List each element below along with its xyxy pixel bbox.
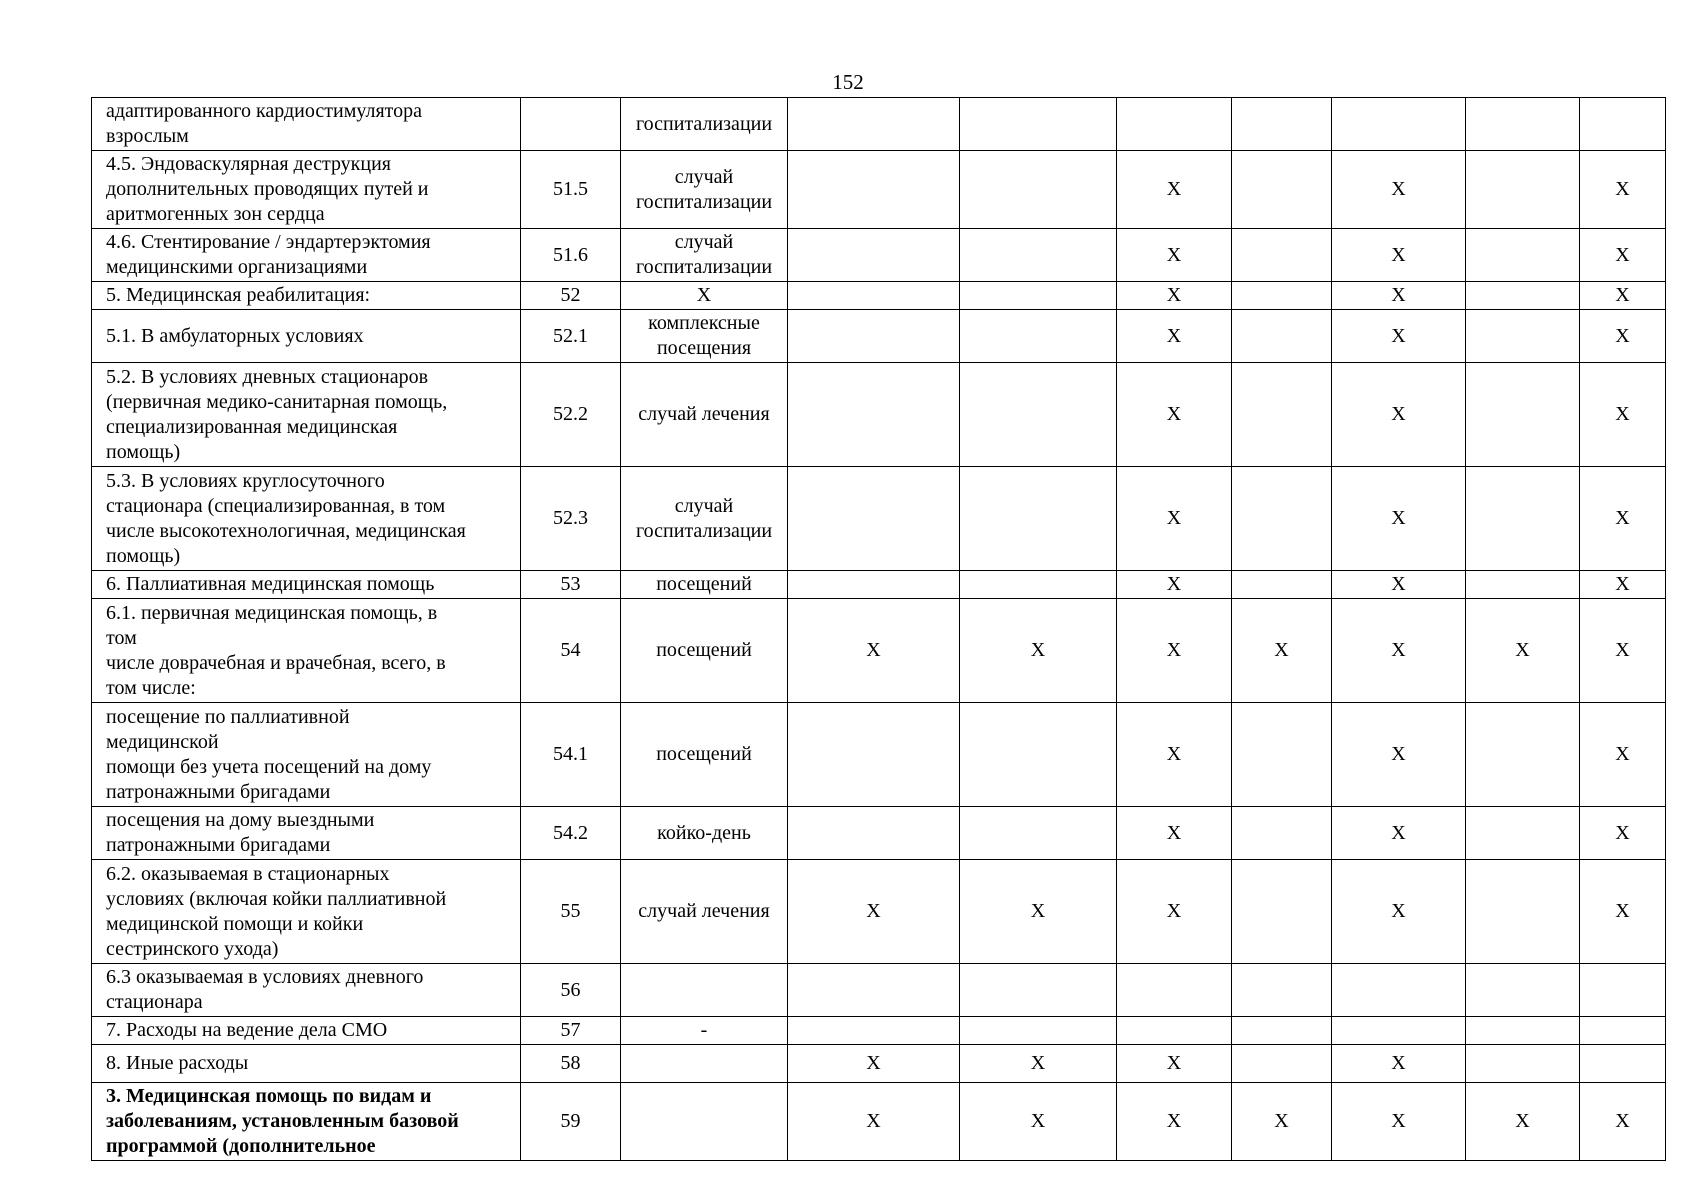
table-row [92,964,1666,1017]
row-unit-cell: комплексные посещения [621,310,788,363]
table-row [92,807,1666,860]
value-cell-1 [788,964,960,1017]
value-cell-7: X [1580,282,1666,310]
value-cell-1 [788,229,960,282]
row-code-cell: 58 [521,1045,621,1083]
value-cell-2: X [960,1045,1117,1083]
value-cell-5 [1332,964,1466,1017]
row-code-cell: 54.1 [521,703,621,807]
value-cell-7: X [1580,467,1666,571]
table-row [92,310,1666,363]
value-cell-2 [960,467,1117,571]
value-cell-7: X [1580,363,1666,467]
value-cell-3: X [1117,282,1232,310]
row-unit-cell [621,1083,788,1161]
value-cell-7: X [1580,571,1666,599]
row-name-cell: 5.2. В условиях дневных стационаров (первичная медико-санитарная помощь, специализированная медицинская помощь) [92,363,521,467]
value-cell-5: X [1332,151,1466,229]
value-cell-2 [960,964,1117,1017]
table-row [92,1017,1666,1045]
row-unit-cell [621,1045,788,1083]
row-name-cell: 6.2. оказываемая в стационарных условиях (включая койки паллиативной медицинской помощи и койки сестринского ухода) [92,860,521,964]
row-name-cell: 6. Паллиативная медицинская помощь [92,571,521,599]
row-code-cell: 52 [521,282,621,310]
value-cell-7: X [1580,703,1666,807]
value-cell-3: X [1117,571,1232,599]
row-unit-cell: госпитализации [621,98,788,151]
value-cell-6 [1466,98,1580,151]
row-unit-cell [621,964,788,1017]
table-row [92,98,1666,151]
row-name-cell: 3. Медицинская помощь по видам и заболеваниям, установленным базовой программой (дополнительное [92,1083,521,1161]
value-cell-5: X [1332,1083,1466,1161]
value-cell-4 [1232,363,1332,467]
table-row [92,1045,1666,1083]
value-cell-1 [788,1017,960,1045]
value-cell-6 [1466,229,1580,282]
row-code-cell [521,98,621,151]
value-cell-1 [788,807,960,860]
row-code-cell: 54.2 [521,807,621,860]
value-cell-4 [1232,571,1332,599]
value-cell-5: X [1332,282,1466,310]
value-cell-5: X [1332,229,1466,282]
row-name-cell: 5. Медицинская реабилитация: [92,282,521,310]
row-unit-cell: посещений [621,599,788,703]
value-cell-3: X [1117,467,1232,571]
value-cell-6: X [1466,599,1580,703]
value-cell-7: X [1580,807,1666,860]
value-cell-2: X [960,599,1117,703]
table-body [92,98,1666,1161]
value-cell-2 [960,282,1117,310]
value-cell-2 [960,151,1117,229]
value-cell-5: X [1332,310,1466,363]
row-name-cell: 6.3 оказываемая в условиях дневного стационара [92,964,521,1017]
value-cell-4 [1232,467,1332,571]
value-cell-4 [1232,860,1332,964]
value-cell-3: X [1117,1045,1232,1083]
value-cell-2: X [960,860,1117,964]
value-cell-4 [1232,1045,1332,1083]
table-row [92,571,1666,599]
value-cell-3: X [1117,310,1232,363]
value-cell-4 [1232,703,1332,807]
value-cell-1: X [788,860,960,964]
value-cell-7 [1580,98,1666,151]
table-row [92,703,1666,807]
value-cell-1 [788,363,960,467]
value-cell-5: X [1332,1045,1466,1083]
value-cell-4 [1232,282,1332,310]
value-cell-3: X [1117,229,1232,282]
row-name-cell: посещение по паллиативной медицинской помощи без учета посещений на дому патронажными бригадами [92,703,521,807]
value-cell-1 [788,310,960,363]
value-cell-5: X [1332,467,1466,571]
value-cell-2 [960,703,1117,807]
value-cell-4 [1232,229,1332,282]
value-cell-6 [1466,282,1580,310]
page-number: 152 [832,70,864,94]
row-code-cell: 53 [521,571,621,599]
value-cell-3: X [1117,807,1232,860]
value-cell-6 [1466,1045,1580,1083]
value-cell-3: X [1117,1083,1232,1161]
value-cell-1 [788,98,960,151]
value-cell-1 [788,703,960,807]
row-unit-cell: посещений [621,703,788,807]
value-cell-3 [1117,964,1232,1017]
value-cell-3: X [1117,599,1232,703]
row-unit-cell: койко-день [621,807,788,860]
row-unit-cell: случай госпитализации [621,229,788,282]
value-cell-5: X [1332,703,1466,807]
value-cell-7: X [1580,229,1666,282]
value-cell-5: X [1332,807,1466,860]
table-row [92,151,1666,229]
row-unit-cell: случай лечения [621,860,788,964]
value-cell-3: X [1117,151,1232,229]
row-name-cell: 5.3. В условиях круглосуточного стационара (специализированная, в том числе высокотехнологичная, медицинская помощь) [92,467,521,571]
value-cell-6 [1466,151,1580,229]
value-cell-4 [1232,1017,1332,1045]
value-cell-3: X [1117,363,1232,467]
value-cell-7 [1580,1017,1666,1045]
row-unit-cell: случай госпитализации [621,151,788,229]
row-name-cell: 7. Расходы на ведение дела СМО [92,1017,521,1045]
table-row [92,1083,1666,1161]
value-cell-3: X [1117,860,1232,964]
value-cell-5 [1332,1017,1466,1045]
row-code-cell: 52.2 [521,363,621,467]
row-name-cell: 4.5. Эндоваскулярная деструкция дополнительных проводящих путей и аритмогенных зон сердца [92,151,521,229]
value-cell-6 [1466,363,1580,467]
row-code-cell: 52.3 [521,467,621,571]
value-cell-7 [1580,964,1666,1017]
table-row [92,282,1666,310]
value-cell-7 [1580,1045,1666,1083]
row-code-cell: 54 [521,599,621,703]
value-cell-6 [1466,571,1580,599]
value-cell-6 [1466,703,1580,807]
row-name-cell: посещения на дому выездными патронажными бригадами [92,807,521,860]
value-cell-6 [1466,964,1580,1017]
value-cell-3 [1117,1017,1232,1045]
value-cell-1 [788,282,960,310]
value-cell-5: X [1332,571,1466,599]
value-cell-7: X [1580,599,1666,703]
value-cell-7: X [1580,151,1666,229]
row-code-cell: 59 [521,1083,621,1161]
value-cell-5 [1332,98,1466,151]
row-code-cell: 52.1 [521,310,621,363]
value-cell-1: X [788,1083,960,1161]
value-cell-4 [1232,807,1332,860]
value-cell-2 [960,310,1117,363]
value-cell-2 [960,363,1117,467]
value-cell-2 [960,1017,1117,1045]
value-cell-3 [1117,98,1232,151]
row-name-cell: адаптированного кардиостимулятора взрослым [92,98,521,151]
value-cell-7: X [1580,1083,1666,1161]
row-code-cell: 51.6 [521,229,621,282]
value-cell-1: X [788,1045,960,1083]
row-unit-cell: - [621,1017,788,1045]
value-cell-7: X [1580,310,1666,363]
row-code-cell: 51.5 [521,151,621,229]
table-row [92,467,1666,571]
row-unit-cell: X [621,282,788,310]
value-cell-2: X [960,1083,1117,1161]
row-code-cell: 57 [521,1017,621,1045]
value-cell-4 [1232,310,1332,363]
value-cell-4 [1232,98,1332,151]
value-cell-3: X [1117,703,1232,807]
value-cell-7: X [1580,860,1666,964]
value-cell-2 [960,807,1117,860]
value-cell-5: X [1332,363,1466,467]
table-row [92,599,1666,703]
medical-care-table [91,97,1666,1161]
value-cell-2 [960,98,1117,151]
row-unit-cell: посещений [621,571,788,599]
value-cell-4: X [1232,1083,1332,1161]
value-cell-6 [1466,807,1580,860]
value-cell-6 [1466,467,1580,571]
row-name-cell: 5.1. В амбулаторных условиях [92,310,521,363]
row-code-cell: 55 [521,860,621,964]
value-cell-5: X [1332,860,1466,964]
row-name-cell: 8. Иные расходы [92,1045,521,1083]
value-cell-1 [788,467,960,571]
table-row [92,363,1666,467]
value-cell-1 [788,151,960,229]
row-unit-cell: случай лечения [621,363,788,467]
row-name-cell: 6.1. первичная медицинская помощь, в том числе доврачебная и врачебная, всего, в том числе: [92,599,521,703]
value-cell-6: X [1466,1083,1580,1161]
value-cell-2 [960,571,1117,599]
value-cell-4 [1232,964,1332,1017]
row-name-cell: 4.6. Стентирование / эндартерэктомия медицинскими организациями [92,229,521,282]
value-cell-2 [960,229,1117,282]
table-row [92,860,1666,964]
value-cell-4 [1232,151,1332,229]
row-unit-cell: случай госпитализации [621,467,788,571]
row-code-cell: 56 [521,964,621,1017]
value-cell-6 [1466,860,1580,964]
value-cell-4: X [1232,599,1332,703]
table-row [92,229,1666,282]
value-cell-1: X [788,599,960,703]
value-cell-5: X [1332,599,1466,703]
value-cell-6 [1466,1017,1580,1045]
value-cell-1 [788,571,960,599]
value-cell-6 [1466,310,1580,363]
